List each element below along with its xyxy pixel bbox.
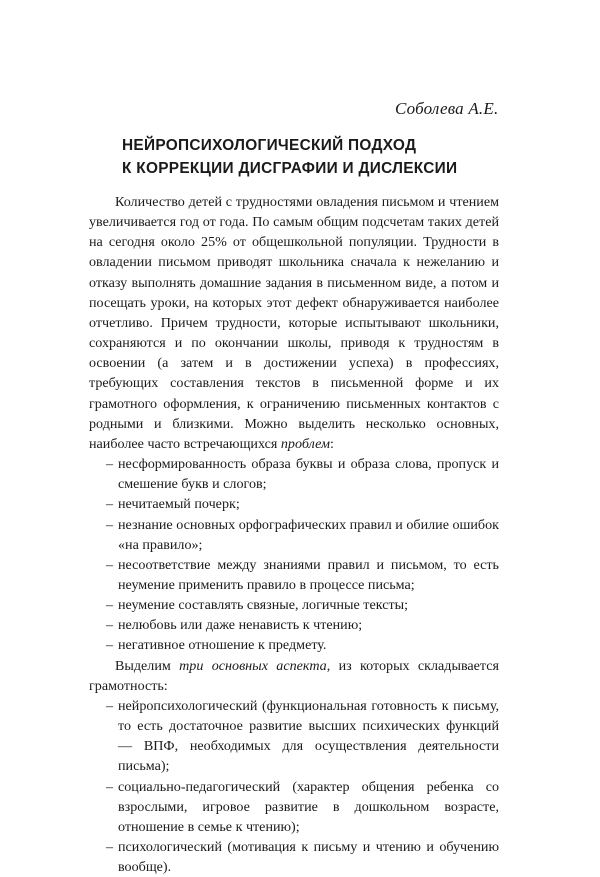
list-item — [89, 696, 499, 777]
list-item — [89, 595, 499, 615]
list-item-text: нечитаемый почерк; — [118, 496, 240, 513]
list-item — [89, 837, 499, 877]
list-item — [89, 555, 499, 595]
list-item-text: несформированность образа буквы и образа слова, пропуск и смешение букв и слогов; — [118, 456, 499, 493]
aspects-intro-start: Выделим — [115, 657, 180, 674]
dash-mark: – — [106, 597, 114, 614]
list-item-text: психологический (мотивация к письму и чтению и обучению вообще). — [118, 839, 499, 876]
list-item-text: несоответствие между знаниями правил и письмом, то есть неумение применить правило в процессе письма; — [118, 556, 499, 593]
aspects-emphasis: три основных аспекта — [179, 657, 327, 674]
list-item — [89, 494, 499, 514]
dash-mark: – — [106, 496, 114, 513]
dash-mark: – — [106, 778, 114, 795]
list-item-text: негативное отношение к предмету. — [118, 637, 327, 654]
dash-mark: – — [106, 617, 114, 634]
dash-mark: – — [106, 556, 114, 573]
intro-paragraph — [89, 192, 499, 454]
dash-mark: – — [106, 516, 114, 533]
article-title — [122, 134, 542, 180]
dash-mark: – — [106, 697, 114, 714]
intro-emphasis: проблем — [280, 435, 330, 452]
title-line-2: К КОРРЕКЦИИ ДИСГРАФИИ И ДИСЛЕКСИИ — [122, 160, 458, 177]
aspects-intro-end: , из которых складывается грамотность: — [89, 657, 499, 694]
dash-mark: – — [106, 637, 114, 654]
aspects-paragraph — [89, 656, 499, 696]
list-item-text: незнание основных орфографических правил и обилие ошибок «на правило»; — [118, 516, 499, 553]
intro-text: Количество детей с трудностями овладения письмом и чтением увеличивается год от года. По самым общим подсчетам таких детей на сегодня около 25% от общешкольной популяции. Трудности в овладении письмом приводят школьника сначала к нежеланию и отказу выполнять домашние задания в письменном виде, а потом и посещать уроки, на которых этот дефект обнаруживается наиболее отчетливо. Причем трудности, которые испытывают школьники, сохраняются и по окончании школы, приводя к трудностям в освоении (а затем и в достижении успеха) в профессиях, требующих составления текстов в письменной форме и их грамотного оформления, к ограничению письменных контактов с родными и близкими. Можно выделить несколько основных, наиболее часто встречающихся — [89, 194, 499, 452]
author-name: Соболева А.Е. — [395, 99, 499, 118]
list-item — [89, 777, 499, 837]
article-body — [89, 192, 499, 877]
list-item — [89, 454, 499, 494]
intro-end: : — [329, 435, 334, 452]
list-item-text: социально-педагогический (характер общения ребенка со взрослыми, игровое развитие в дошкольном возрасте, отношение в семье к чтению); — [118, 778, 499, 835]
list-item — [89, 615, 499, 635]
list-item-text: нелюбовь или даже ненависть к чтению; — [118, 617, 363, 634]
list-item — [89, 515, 499, 555]
list-item-text: нейропсихологический (функциональная готовность к письму, то есть достаточное развитие высших психических функций — ВПФ, необходимых для осуществления деятельности письма); — [118, 697, 499, 775]
problems-list — [89, 454, 499, 656]
aspects-list — [89, 696, 499, 877]
list-item — [89, 635, 499, 655]
dash-mark: – — [106, 456, 114, 473]
title-line-1: НЕЙРОПСИХОЛОГИЧЕСКИЙ ПОДХОД — [122, 137, 417, 154]
list-item-text: неумение составлять связные, логичные тексты; — [118, 597, 409, 614]
dash-mark: – — [106, 839, 114, 855]
